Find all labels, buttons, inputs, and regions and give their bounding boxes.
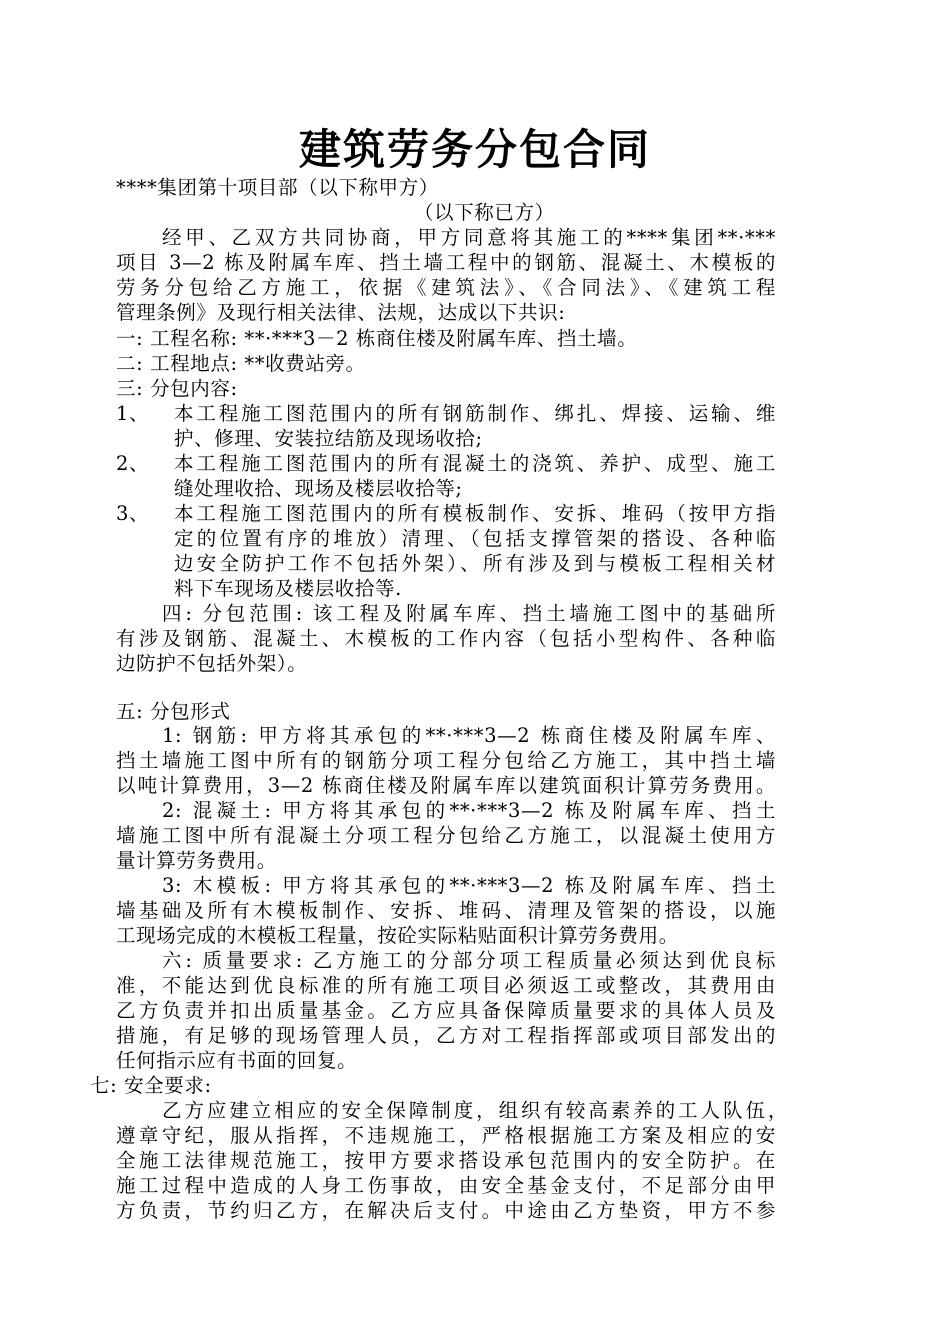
clause-quality-line: 乙方负责并扣出质量基金。乙方应具备保障质量要求的具体人员及: [116, 999, 776, 1022]
list-item-line: 本工程施工图范围内的所有模板制作、安拆、堆码（按甲方指: [174, 502, 776, 525]
clause-range-line: 边防护不包括外架）。: [116, 652, 308, 675]
clause-quality-line: 任何指示应有书面的回复。: [116, 1049, 358, 1072]
clause-form-heading: 五: 分包形式: [116, 700, 231, 723]
clause-quality-line: 措施，有足够的现场管理人员，乙方对工程指挥部或项目部发出的: [116, 1024, 776, 1047]
clause-form-line: 以吨计算费用，3—2 栋商住楼及附属车库以建筑面积计算劳务费用。: [116, 774, 776, 797]
clause-form-line: 2: 混凝土: 甲方将其承包的**·***3—2 栋及附属车库、挡土: [162, 799, 776, 822]
clause-range-line: 有涉及钢筋、混凝土、木模板的工作内容（包括小型构件、各种临: [116, 627, 776, 650]
party-a-line: ****集团第十项目部（以下称甲方）: [116, 176, 439, 199]
list-item-line: 护、修理、安装拉结筋及现场收拾;: [174, 427, 483, 450]
clause-safety-heading: 七: 安全要求:: [90, 1074, 212, 1097]
clause-project-name: 一: 工程名称: **·***3－2 栋商住楼及附属车库、挡土墙。: [116, 327, 638, 350]
party-b-line: （以下称已方）: [414, 201, 555, 224]
clause-form-line: 墙施工图中所有混凝土分项工程分包给乙方施工，以混凝土使用方: [116, 824, 776, 847]
clause-form-line: 1: 钢筋: 甲方将其承包的**·***3—2 栋商住楼及附属车库、: [162, 724, 776, 747]
document-title: 建筑劳务分包合同: [298, 125, 651, 174]
intro-line: 经甲、乙双方共同协商，甲方同意将其施工的****集团**·***: [162, 226, 776, 249]
list-number: 3、: [116, 502, 150, 525]
clause-form-line: 挡土墙施工图中所有的钢筋分项工程分包给乙方施工，其中挡土墙: [116, 749, 776, 772]
list-item-line: 定的位置有序的堆放）清理、（包括支撑管架的搭设、各种临: [174, 527, 776, 550]
clause-form-line: 量计算劳务费用。: [116, 849, 277, 872]
list-item-line: 本工程施工图范围内的所有钢筋制作、绑扎、焊接、运输、维: [174, 402, 776, 425]
clause-range-line: 四: 分包范围: 该工程及附属车库、挡土墙施工图中的基础所: [162, 602, 776, 625]
clause-quality-line: 准，不能达到优良标准的所有施工项目必须返工或整改，其费用由: [116, 974, 776, 997]
intro-line: 劳务分包给乙方施工，依据《建筑法》、《合同法》、《建筑工程: [116, 276, 776, 299]
clause-safety-line: 施工过程中造成的人身工伤事故，由安全基金支付，不足部分由甲: [116, 1174, 776, 1197]
intro-line: 项目 3—2 栋及附属车库、挡土墙工程中的钢筋、混凝土、木模板的: [116, 251, 776, 274]
list-item-line: 边安全防护工作不包括外架）、所有涉及到与模板工程相关材: [174, 552, 776, 575]
clause-form-line: 工现场完成的木模板工程量，按砼实际粘贴面积计算劳务费用。: [116, 924, 679, 947]
list-item-line: 料下车现场及楼层收拾等.: [174, 577, 402, 600]
clause-safety-line: 全施工法律规范施工，按甲方要求搭设承包范围内的安全防护。在: [116, 1149, 776, 1172]
intro-line: 管理条例》及现行相关法律、法规，达成以下共识:: [116, 301, 566, 324]
list-number: 2、: [116, 452, 150, 475]
clause-safety-line: 方负责，节约归乙方，在解决后支付。中途由乙方垫资，甲方不参: [116, 1199, 776, 1222]
clause-form-line: 3: 木模板: 甲方将其承包的**·***3—2 栋及附属车库、挡土: [162, 874, 776, 897]
clause-project-location: 二: 工程地点: **收费站旁。: [116, 352, 366, 375]
list-number: 1、: [116, 402, 150, 425]
clause-scope-heading: 三: 分包内容:: [116, 377, 238, 400]
list-item-line: 缝处理收拾、现场及楼层收拾等;: [174, 477, 463, 500]
clause-quality-line: 六: 质量要求: 乙方施工的分部分项工程质量必须达到优良标: [162, 949, 776, 972]
list-item-line: 本工程施工图范围内的所有混凝土的浇筑、养护、成型、施工: [174, 452, 776, 475]
clause-safety-line: 遵章守纪，服从指挥，不违规施工，严格根据施工方案及相应的安: [116, 1124, 776, 1147]
clause-safety-line: 乙方应建立相应的安全保障制度，组织有较高素养的工人队伍，: [162, 1099, 788, 1122]
clause-form-line: 墙基础及所有木模板制作、安拆、堆码、清理及管架的搭设，以施: [116, 899, 776, 922]
